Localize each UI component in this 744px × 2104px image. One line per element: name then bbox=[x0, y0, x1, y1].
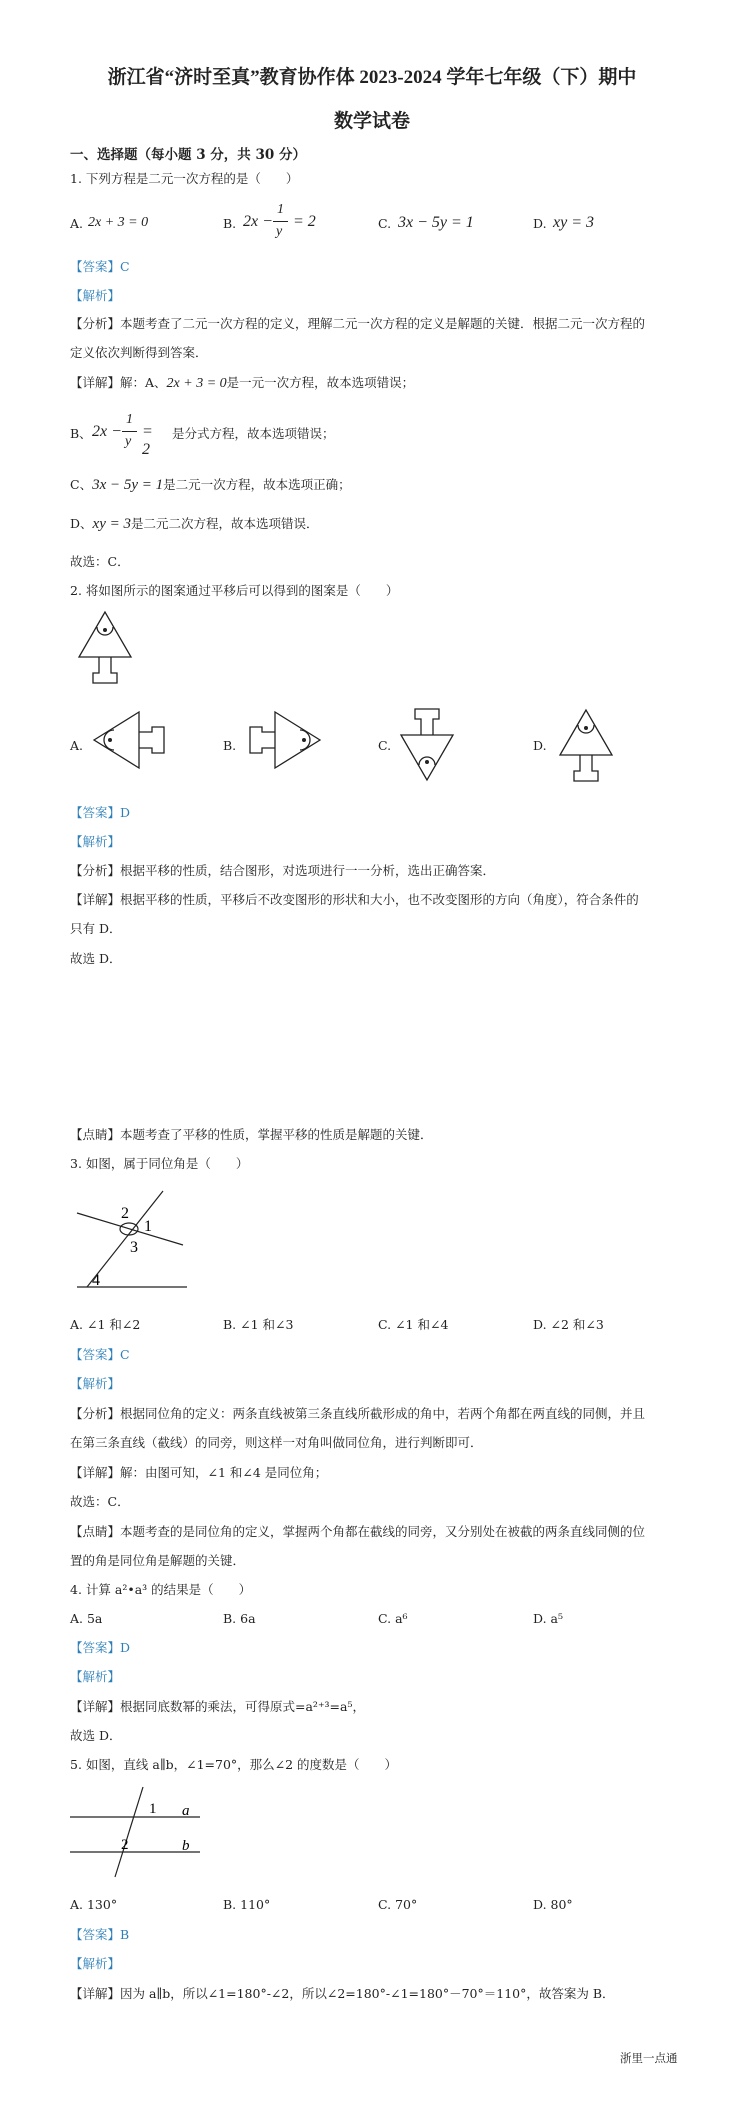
title-line-1: 浙江省“济时至真”教育协作体 2023-2024 学年七年级（下）期中 bbox=[107, 67, 637, 88]
q1-analysis-1: 【分析】本题考查了二元一次方程的定义，理解二元一次方程的定义是解题的关键．根据二元一次方程的 bbox=[70, 316, 646, 331]
q1-detail-b-pre: B、 bbox=[70, 426, 92, 441]
q2-option-c-figure bbox=[397, 698, 457, 783]
q5-option-d: D. 80° bbox=[533, 1897, 573, 1912]
q3-analysis-1: 【分析】根据同位角的定义：两条直线被第三条直线所截形成的角中，若两个角都在两直线的同侧，并且 bbox=[70, 1406, 646, 1421]
q5-answer: 【答案】B bbox=[70, 1927, 130, 1942]
q1-option-a-label: A. bbox=[70, 216, 84, 231]
q1-detail-a-math: 2x + 3 = 0 bbox=[166, 376, 227, 391]
q1-detail-b-pre-math: 2x − bbox=[92, 423, 122, 440]
q1-detail-b-post-math: = 2 bbox=[142, 423, 153, 458]
q1-detail-d bbox=[70, 517, 318, 532]
figure-stem bbox=[250, 727, 275, 753]
q1-option-b-den: y bbox=[276, 224, 283, 239]
q2-option-d-label: D. bbox=[533, 738, 547, 753]
q5-option-a: A. 130° bbox=[70, 1897, 118, 1912]
q1-detail-d-pre: D、 bbox=[70, 516, 93, 531]
q3-comment-1: 【点睛】本题考查的是同位角的定义，掌握两个角都在截线的同旁，又分别处在被截的两条直线同侧的位 bbox=[70, 1524, 646, 1539]
figure-stem bbox=[139, 727, 164, 753]
q4-conclusion: 故选 D． bbox=[70, 1728, 122, 1743]
q1-detail-b-den: y bbox=[125, 434, 132, 449]
angle-label-2: 2 bbox=[121, 1837, 129, 1853]
q1-detail-d-math: xy = 3 bbox=[92, 516, 131, 532]
q1-option-b-num: 1 bbox=[277, 202, 284, 217]
q3-figure bbox=[75, 1185, 205, 1289]
q4-detail: 【详解】根据同底数幂的乘法，可得原式=a²⁺³=a⁵， bbox=[70, 1699, 365, 1714]
q5-stem: 5. 如图，直线 a∥b，∠1=70°，那么∠2 的度数是（ ） bbox=[70, 1757, 398, 1772]
q1-option-c-label: C. bbox=[378, 216, 392, 231]
q1-detail-a bbox=[70, 377, 414, 391]
figure-stem bbox=[574, 755, 598, 781]
q2-comment: 【点睛】本题考查了平移的性质，掌握平移的性质是解题的关键． bbox=[70, 1127, 433, 1142]
q2-stem: 2. 将如图所示的图案通过平移后可以得到的图案是（ ） bbox=[70, 583, 399, 598]
title-line-2: 数学试卷 bbox=[333, 111, 410, 132]
figure-stem bbox=[93, 657, 117, 683]
q5-jiexi: 【解析】 bbox=[70, 1956, 121, 1971]
q3-conclusion: 故选：C． bbox=[70, 1494, 130, 1509]
figure-dot bbox=[584, 726, 588, 730]
q2-detail-1: 【详解】根据平移的性质，平移后不改变图形的形状和大小，也不改变图形的方向（角度），符合条件的 bbox=[70, 892, 639, 907]
q3-option-d: D. ∠2 和∠3 bbox=[533, 1317, 604, 1332]
q3-detail: 【详解】解：由图可知，∠1 和∠4 是同位角； bbox=[70, 1465, 328, 1480]
q1-option-d: xy = 3 bbox=[553, 214, 594, 231]
angle-label-4: 4 bbox=[92, 1272, 100, 1289]
q1-option-b-pre: 2x − bbox=[243, 213, 273, 230]
q1-option-b-label: B. bbox=[223, 216, 237, 231]
q2-option-b-label: B. bbox=[223, 738, 237, 753]
q1-detail-d-post: 是二元二次方程，故本选项错误． bbox=[130, 516, 319, 531]
q1-detail-c bbox=[70, 478, 351, 493]
page-footer: 浙里一点通 bbox=[620, 2051, 678, 2065]
fraction-bar bbox=[273, 221, 288, 222]
q1-detail-b-num: 1 bbox=[126, 412, 133, 427]
q1-detail-c-post: 是二元一次方程，故本选项正确； bbox=[163, 477, 351, 492]
q3-option-b: B. ∠1 和∠3 bbox=[223, 1317, 294, 1332]
figure-triangle bbox=[94, 712, 139, 768]
angle-label-1: 1 bbox=[149, 1801, 157, 1817]
q1-option-b-post: = 2 bbox=[293, 213, 316, 230]
q2-jiexi: 【解析】 bbox=[70, 834, 121, 849]
q4-option-b: B. 6a bbox=[223, 1611, 256, 1626]
q4-answer: 【答案】D bbox=[70, 1640, 131, 1655]
line-label-a: a bbox=[182, 1803, 190, 1819]
q4-option-c: C. a⁶ bbox=[378, 1611, 408, 1626]
q5-option-b: B. 110° bbox=[223, 1897, 271, 1912]
q1-jiexi: 【解析】 bbox=[70, 288, 121, 303]
q2-option-d-figure bbox=[556, 708, 616, 793]
q2-detail-2: 只有 D． bbox=[70, 921, 122, 936]
q3-option-a: A. ∠1 和∠2 bbox=[70, 1317, 141, 1332]
q3-option-c: C. ∠1 和∠4 bbox=[378, 1317, 449, 1332]
q5-figure bbox=[70, 1785, 210, 1880]
q1-stem: 1. 下列方程是二元一次方程的是（ ） bbox=[70, 171, 299, 186]
figure-dot bbox=[425, 760, 429, 764]
q3-stem: 3. 如图，属于同位角是（ ） bbox=[70, 1156, 249, 1171]
fraction-bar bbox=[122, 431, 137, 432]
q2-option-a-label: A. bbox=[70, 738, 84, 753]
q4-stem: 4. 计算 a²•a³ 的结果是（ ） bbox=[70, 1582, 252, 1597]
q1-detail-b-fraction bbox=[92, 412, 162, 458]
q1-option-b-fraction bbox=[243, 202, 343, 242]
q3-answer: 【答案】C bbox=[70, 1347, 130, 1362]
q1-answer: 【答案】C bbox=[70, 259, 130, 274]
q2-answer: 【答案】D bbox=[70, 805, 131, 820]
q1-option-d-label: D. bbox=[533, 216, 547, 231]
line-label-b: b bbox=[182, 1838, 190, 1854]
q4-jiexi: 【解析】 bbox=[70, 1669, 121, 1684]
q1-detail-c-math: 3x − 5y = 1 bbox=[92, 477, 164, 493]
figure-triangle bbox=[275, 712, 320, 768]
q5-detail: 【详解】因为 a∥b，所以∠1=180°-∠2，所以∠2=180°-∠1=180°－70°＝110°，故答案为 B． bbox=[70, 1986, 615, 2001]
q1-analysis-2: 定义依次判断得到答案． bbox=[70, 345, 208, 360]
q3-jiexi: 【解析】 bbox=[70, 1376, 121, 1391]
angle-label-3: 3 bbox=[130, 1239, 138, 1256]
q2-conclusion: 故选 D． bbox=[70, 951, 122, 966]
q1-detail-a-post: 是一元一次方程，故本选项错误； bbox=[226, 375, 415, 390]
q1-conclusion: 故选：C． bbox=[70, 554, 130, 569]
q1-option-c: 3x − 5y = 1 bbox=[398, 214, 474, 231]
q3-analysis-2: 在第三条直线（截线）的同旁，则这样一对角叫做同位角，进行判断即可． bbox=[70, 1435, 483, 1450]
q2-original-figure bbox=[75, 610, 135, 695]
q1-detail-a-pre: 【详解】解：A、 bbox=[70, 375, 167, 390]
q3-comment-2: 置的角是同位角是解题的关键． bbox=[70, 1553, 246, 1568]
figure-dot bbox=[302, 738, 306, 742]
section-heading: 一、选择题（每小题 3 分，共 30 分） bbox=[70, 147, 306, 163]
q4-option-a: A. 5a bbox=[70, 1611, 103, 1626]
angle-label-2: 2 bbox=[121, 1205, 129, 1222]
figure-dot bbox=[103, 628, 107, 632]
q1-option-a: 2x + 3 = 0 bbox=[88, 215, 149, 230]
q2-analysis: 【分析】根据平移的性质，结合图形，对选项进行一一分析，选出正确答案． bbox=[70, 863, 496, 878]
q2-option-c-label: C. bbox=[378, 738, 392, 753]
q5-option-c: C. 70° bbox=[378, 1897, 418, 1912]
q1-detail-b-post: 是分式方程，故本选项错误； bbox=[172, 426, 335, 441]
q1-detail-c-pre: C、 bbox=[70, 477, 93, 492]
transversal bbox=[115, 1787, 143, 1877]
q2-option-b-figure bbox=[240, 708, 330, 773]
figure-dot bbox=[108, 738, 112, 742]
q4-option-d: D. a⁵ bbox=[533, 1611, 563, 1626]
q2-option-a-figure bbox=[84, 708, 174, 773]
angle-label-1: 1 bbox=[144, 1218, 152, 1235]
figure-stem bbox=[415, 709, 439, 735]
